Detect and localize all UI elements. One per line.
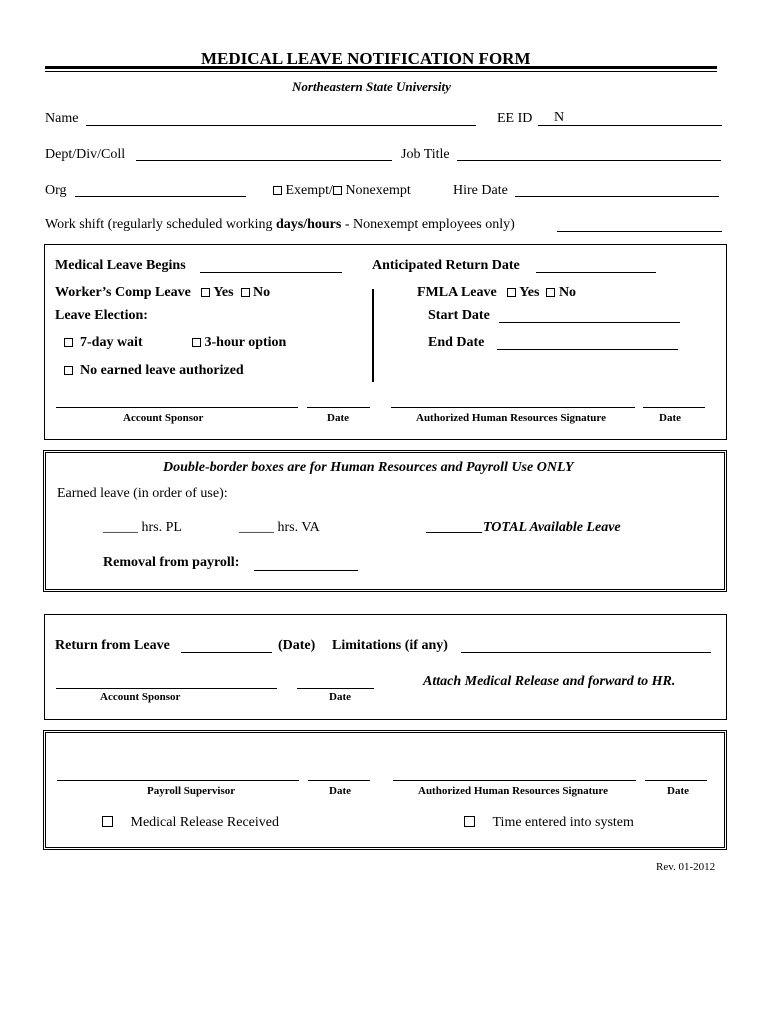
exempt-option[interactable] — [273, 183, 411, 199]
job-title-label: Job Title — [401, 147, 450, 162]
no-earned-checkbox[interactable] — [64, 366, 73, 375]
work-shift-bold: days/hours — [275, 217, 342, 232]
fmla-yes-label: Yes — [519, 285, 540, 300]
ee-id-label: EE ID — [497, 111, 533, 126]
seven-day-option[interactable] — [64, 335, 143, 351]
leave-box-divider — [372, 289, 374, 382]
return-sponsor-caption: Account Sponsor — [100, 691, 181, 703]
hrs-va-field[interactable]: _____ hrs. VA — [239, 520, 320, 535]
hrs-pl-field[interactable]: _____ hrs. PL — [103, 520, 182, 535]
org-label: Org — [45, 183, 67, 198]
return-sponsor-date-line[interactable] — [297, 688, 374, 689]
three-hour-checkbox[interactable] — [192, 338, 201, 347]
limitations-label: Limitations (if any) — [332, 638, 448, 653]
fmla-row — [417, 285, 576, 301]
return-date-caption: (Date) — [278, 638, 316, 653]
payroll-supervisor-signature-line[interactable] — [57, 780, 299, 781]
hr-use-heading: Double-border boxes are for Human Resources and Payroll Use ONLY — [163, 460, 574, 475]
fmla-no-label: No — [558, 285, 577, 300]
nonexempt-checkbox[interactable] — [333, 186, 342, 195]
hr-signature-caption: Authorized Human Resources Signature — [416, 412, 606, 424]
job-title-input[interactable] — [457, 160, 721, 161]
earned-leave-label: Earned leave (in order of use): — [57, 486, 228, 501]
payroll-hr-date-caption: Date — [667, 785, 689, 797]
ee-id-input[interactable] — [538, 125, 722, 126]
anticipated-return-label: Anticipated Return Date — [372, 258, 520, 273]
workers-comp-row — [55, 285, 270, 301]
total-available-leave — [427, 520, 621, 536]
seven-day-checkbox[interactable] — [64, 338, 73, 347]
workers-comp-no-label: No — [253, 285, 271, 300]
work-shift-suffix: - Nonexempt employees only) — [341, 217, 515, 232]
name-label: Name — [45, 111, 79, 126]
seven-day-label: 7-day wait — [80, 335, 143, 350]
account-sponsor-caption: Account Sponsor — [123, 412, 204, 424]
removal-from-payroll-input[interactable] — [254, 570, 358, 571]
workers-comp-yes-label: Yes — [213, 285, 234, 300]
three-hour-option[interactable] — [192, 335, 286, 351]
attach-medical-release-note: Attach Medical Release and forward to HR. — [423, 674, 676, 689]
hr-signature-date-line[interactable] — [643, 407, 705, 408]
no-earned-option[interactable] — [64, 363, 244, 379]
form-title: MEDICAL LEAVE NOTIFICATION FORM — [201, 49, 531, 68]
payroll-supervisor-caption: Payroll Supervisor — [147, 785, 236, 797]
time-entered-checkbox[interactable] — [464, 816, 475, 827]
account-sponsor-date-caption: Date — [327, 412, 349, 424]
medical-release-checkbox[interactable] — [102, 816, 113, 827]
title-rule — [45, 66, 717, 69]
start-date-label: Start Date — [428, 308, 490, 323]
hr-signature-date-caption: Date — [659, 412, 681, 424]
nonexempt-label: Nonexempt — [345, 183, 411, 198]
workers-comp-label: Worker’s Comp Leave — [55, 285, 191, 300]
ee-id-value: N — [554, 110, 565, 125]
return-box — [44, 614, 727, 720]
payroll-supervisor-date-line[interactable] — [308, 780, 370, 781]
medical-release-label: Medical Release Received — [130, 815, 279, 830]
medical-leave-begins-label: Medical Leave Begins — [55, 258, 186, 273]
return-from-leave-label: Return from Leave — [55, 638, 170, 653]
title-rule-thin — [45, 71, 717, 72]
anticipated-return-input[interactable] — [536, 272, 656, 273]
total-available-input[interactable]: ________ — [427, 520, 483, 535]
limitations-input[interactable] — [461, 652, 711, 653]
university-name: Northeastern State University — [292, 79, 451, 94]
dept-label: Dept/Div/Coll — [45, 147, 126, 162]
end-date-label: End Date — [428, 335, 485, 350]
payroll-hr-signature-caption: Authorized Human Resources Signature — [418, 785, 608, 797]
account-sponsor-signature-line[interactable] — [56, 407, 298, 408]
no-earned-label: No earned leave authorized — [80, 363, 244, 378]
medical-release-option[interactable] — [102, 815, 279, 831]
leave-election-label: Leave Election: — [55, 308, 148, 323]
work-shift-label — [45, 217, 515, 233]
hire-date-input[interactable] — [515, 196, 719, 197]
fmla-no-checkbox[interactable] — [546, 288, 555, 297]
org-input[interactable] — [75, 196, 246, 197]
payroll-supervisor-date-caption: Date — [329, 785, 351, 797]
return-sponsor-signature-line[interactable] — [56, 688, 277, 689]
time-entered-option[interactable] — [464, 815, 634, 831]
workers-comp-no-checkbox[interactable] — [241, 288, 250, 297]
fmla-yes-checkbox[interactable] — [507, 288, 516, 297]
payroll-hr-date-line[interactable] — [645, 780, 707, 781]
dept-input[interactable] — [136, 160, 392, 161]
name-input[interactable] — [86, 125, 476, 126]
removal-from-payroll-label: Removal from payroll: — [103, 555, 240, 570]
start-date-input[interactable] — [499, 322, 680, 323]
exempt-checkbox[interactable] — [273, 186, 282, 195]
work-shift-input[interactable] — [557, 231, 722, 232]
end-date-input[interactable] — [497, 349, 678, 350]
hr-signature-line[interactable] — [391, 407, 635, 408]
hire-date-label: Hire Date — [453, 183, 508, 198]
exempt-label: Exempt/ — [285, 183, 333, 198]
return-sponsor-date-caption: Date — [329, 691, 351, 703]
time-entered-label: Time entered into system — [492, 815, 634, 830]
medical-leave-begins-input[interactable] — [200, 272, 342, 273]
revision-label: Rev. 01-2012 — [656, 861, 716, 873]
payroll-hr-signature-line[interactable] — [393, 780, 636, 781]
payroll-box — [43, 730, 727, 850]
work-shift-prefix: Work shift (regularly scheduled working — [45, 217, 276, 232]
three-hour-label: 3-hour option — [204, 335, 287, 350]
account-sponsor-date-line[interactable] — [307, 407, 370, 408]
return-date-input[interactable] — [181, 652, 272, 653]
fmla-label: FMLA Leave — [417, 285, 497, 300]
workers-comp-yes-checkbox[interactable] — [201, 288, 210, 297]
total-available-label: TOTAL Available Leave — [483, 520, 621, 535]
